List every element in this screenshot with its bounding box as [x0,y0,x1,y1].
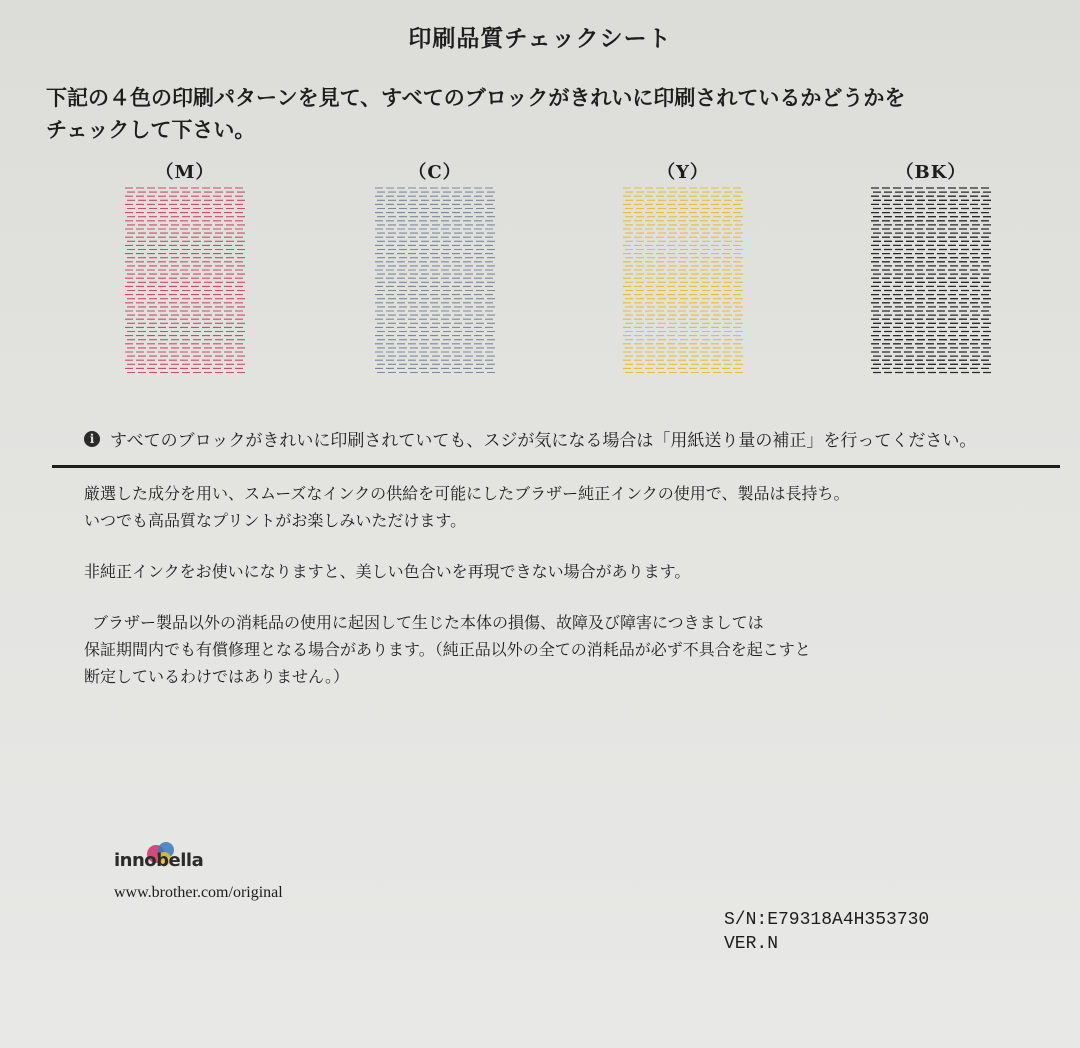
body-p1-line1: 厳選した成分を用い、スムーズなインクの供給を可能にしたブラザー純正インクの使用で、製品は長持ち。 [84,484,850,503]
body-p2: 非純正インクをお使いになりますと、美しい色合いを再現できない場合があります。 [84,562,691,581]
body-text [84,480,1044,690]
page-title: 印刷品質チェックシート [408,25,672,52]
body-p3-line2: 保証期間内でも有償修理となる場合があります。（純正品以外の全ての消耗品が必ず不具合を起こすと [84,640,811,659]
magenta-nozzle-pattern [124,186,246,376]
cyan-nozzle-pattern [374,186,496,376]
yellow-nozzle-pattern [622,186,744,376]
pattern-label: （Y） [657,162,709,183]
serial-block [724,908,929,956]
pattern-cyan [370,158,500,376]
serial-number: S/N:E79318A4H353730 [724,910,930,930]
innobella-logo [110,838,330,908]
body-p3-line3: 断定しているわけではありません。） [84,667,349,686]
brother-url: www.brother.com/original [114,884,283,901]
pattern-magenta [120,158,250,376]
nozzle-dashes [375,188,495,373]
divider [52,465,1060,468]
instruction-line-1: 下記の４色の印刷パターンを見て、すべてのブロックがきれいに印刷されているかどうかを [46,85,906,110]
body-p3-line1: ブラザー製品以外の消耗品の使用に起因して生じた本体の損傷、故障及び障害につきましては [92,613,764,632]
nozzle-dashes [125,188,245,373]
info-icon: i [84,431,100,447]
pattern-black [866,158,996,376]
body-p1-line2: いつでも高品質なプリントがお楽しみいただけます。 [84,511,467,530]
nozzle-dashes [623,188,743,373]
black-nozzle-pattern [870,186,992,376]
logo-wordmark: innobella [114,850,204,871]
info-note [84,426,1074,451]
info-note-text: すべてのブロックがきれいに印刷されていても、スジが気になる場合は「用紙送り量の補正」を行ってください。 [110,431,977,451]
nozzle-dashes [871,188,991,373]
pattern-label: （C） [408,162,462,183]
pattern-yellow [618,158,748,376]
instruction-text [46,82,1036,146]
pattern-label: （BK） [895,162,967,183]
pattern-label: （M） [155,162,215,183]
version: VER.N [724,934,779,954]
instruction-line-2: チェックして下さい。 [46,117,256,142]
